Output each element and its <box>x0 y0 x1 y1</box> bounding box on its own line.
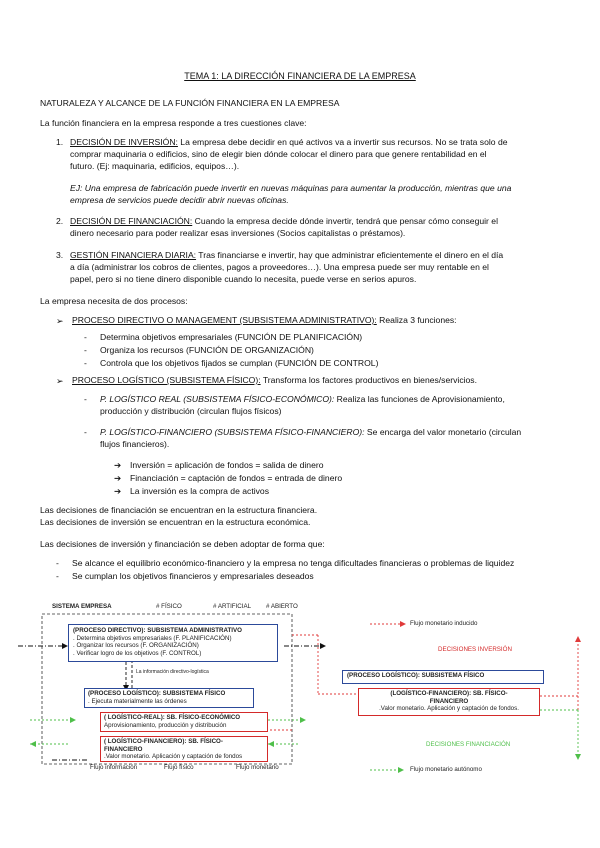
question-1-example: EJ: Una empresa de fabricación puede invertir en nuevas máquinas para aumentar la producción, mientras que una empresa de servicios puede decidir abrir nuevas oficinas. <box>70 183 512 205</box>
decisions-text: Las decisiones de financiación se encuentran en la estructura financiera. Las decisiones de inversión se encuentran en la estructura económica. <box>40 505 318 527</box>
question-heading: GESTIÓN FINANCIERA DIARIA: <box>70 250 197 260</box>
question-text: DECISIÓN DE FINANCIACIÓN: Cuando la empresa decide dónde invertir, tendrá que pensar cómo conseguir el dinero necesario para poder realizar esas inversiones (Socios capitalistas o préstamos). <box>70 216 498 238</box>
question-heading: DECISIÓN DE FINANCIACIÓN: <box>70 216 193 226</box>
question-text: DECISIÓN DE INVERSIÓN: La empresa debe decidir en qué activos va a invertir sus recursos. No se trata solo de comprar maquinaria o edificios, sino de elegir bien dónde colocar el dinero para que genere rentabilidad en el futuro. (Ej: maquinaria, edificios, equipos…). <box>70 137 508 171</box>
tag-artificial: # ARTIFICIAL <box>213 603 252 610</box>
question-heading: DECISIÓN DE INVERSIÓN: <box>70 137 178 147</box>
process-heading: PROCESO LOGÍSTICO (SUBSISTEMA FÍSICO): <box>72 375 261 385</box>
legend-induced: Flujo monetario inducido <box>410 620 478 627</box>
question-number: 1. <box>56 137 64 147</box>
bullet-arrow-icon: ➢ <box>56 316 64 326</box>
logistic-box: (PROCESO LOGÍSTICO): SUBSISTEMA FÍSICO . Ejecuta materialmente las órdenes <box>84 688 254 708</box>
legend-autonomous: Flujo monetario autónomo <box>410 766 482 773</box>
financing-decisions-label: DECISIONES FINANCIACIÓN <box>426 741 511 748</box>
diagram-header: SISTEMA EMPRESA <box>52 603 112 610</box>
section-heading: NATURALEZA Y ALCANCE DE LA FUNCIÓN FINANCIERA EN LA EMPRESA <box>40 98 340 108</box>
system-diagram <box>0 600 600 790</box>
right-arrow-icon: ➔ <box>114 486 122 496</box>
tag-abierto: # ABIERTO <box>266 603 298 610</box>
investment-decisions-label: DECISIONES INVERSIÓN <box>438 646 512 653</box>
right-financial-box: (LOGÍSTICO-FINANCIERO): SB. FÍSICO- FINANCIERO .Valor monetario. Aplicación y captación de fondos. <box>358 688 540 716</box>
right-arrow-icon: ➔ <box>114 473 122 483</box>
question-number: 3. <box>56 250 64 260</box>
logistic-real-box: ( LOGÍSTICO-REAL): SB. FÍSICO-ECONÓMICO Aprovisionamiento, producción y distribución <box>100 712 268 732</box>
right-logistic-box: (PROCESO LOGÍSTICO): SUBSISTEMA FÍSICO <box>342 670 544 684</box>
legend-physical: Flujo físico <box>164 764 194 771</box>
processes-intro: La empresa necesita de dos procesos: <box>40 296 188 306</box>
info-note: La información directivo-logística <box>136 669 209 675</box>
legend-monetary: Flujo monetario <box>236 764 279 771</box>
question-text: GESTIÓN FINANCIERA DIARIA: Tras financiarse e invertir, hay que administrar eficientemente el dinero en el día a día (administrar los cobros de clientes, pagos a proveedores…). Una empresa puede ser muy rentable en el papel, pero si no tiene dinero disponible cuando lo necesita, puede verse en serios apuros. <box>70 250 504 284</box>
legend-info: Flujo información <box>90 764 138 771</box>
question-number: 2. <box>56 216 64 226</box>
logistic-financial-box: ( LOGÍSTICO-FINANCIERO): SB. FÍSICO- FINANCIERO .Valor monetario. Aplicación y captación de fondos <box>100 736 268 762</box>
tag-fisico: # FÍSICO <box>156 603 182 610</box>
page-title: TEMA 1: LA DIRECCIÓN FINANCIERA DE LA EMPRESA <box>184 71 416 81</box>
directive-box: (PROCESO DIRECTIVO): SUBSISTEMA ADMINISTRATIVO . Determina objetivos empresariales (F. PLANIFICACIÓN) . Organizar los recursos (F. ORGANIZACIÓN) . Verificar logro de los objetivos (F. CONTROL) <box>68 624 278 662</box>
bullet-arrow-icon: ➢ <box>56 376 64 386</box>
intro-text: La función financiera en la empresa responde a tres cuestiones clave: <box>40 118 307 128</box>
joint-intro: Las decisiones de inversión y financiación se deben adoptar de forma que: <box>40 539 325 549</box>
process-heading: PROCESO DIRECTIVO O MANAGEMENT (SUBSISTEMA ADMINISTRATIVO): <box>72 315 377 325</box>
right-arrow-icon: ➔ <box>114 460 122 470</box>
